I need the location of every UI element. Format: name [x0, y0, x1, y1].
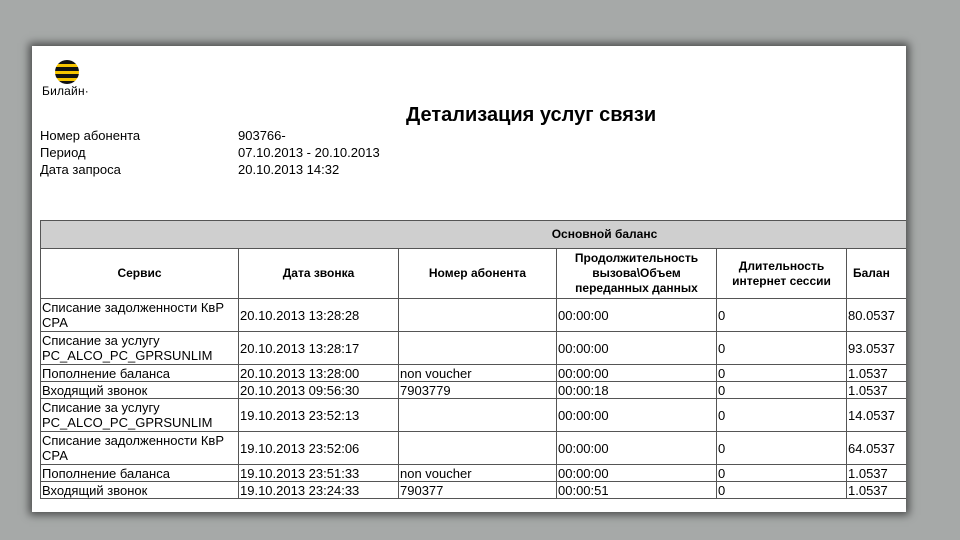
- cell-balance: 64.0537: [847, 432, 907, 465]
- cell-balance: 93.0537: [847, 332, 907, 365]
- cell-balance: 80.0537: [847, 299, 907, 332]
- cell-number: [399, 299, 557, 332]
- cell-date: 19.10.2013 23:52:06: [239, 432, 399, 465]
- meta-row-period: [40, 145, 440, 162]
- logo-text: Билайн·: [42, 84, 89, 98]
- document-page: [32, 46, 906, 512]
- table-row: [41, 465, 907, 482]
- cell-date: 20.10.2013 13:28:17: [239, 332, 399, 365]
- cell-number: non voucher: [399, 365, 557, 382]
- cell-date: 19.10.2013 23:51:33: [239, 465, 399, 482]
- cell-balance: 1.0537: [847, 365, 907, 382]
- column-header: Длительность интернет сессии: [717, 249, 847, 299]
- meta-label: Номер абонента: [40, 128, 141, 143]
- call-details-table: [40, 220, 906, 499]
- cell-session: 0: [717, 465, 847, 482]
- group-header-row: [41, 221, 907, 249]
- table-row: [41, 432, 907, 465]
- cell-service: Списание задолженности КвР СРА: [41, 299, 239, 332]
- meta-value: 903766-: [238, 128, 286, 143]
- meta-row-subscriber: [40, 128, 440, 145]
- cell-balance: 1.0537: [847, 482, 907, 499]
- column-header: Балан: [847, 249, 907, 299]
- cell-number: [399, 399, 557, 432]
- cell-date: 20.10.2013 13:28:00: [239, 365, 399, 382]
- page-title: Детализация услуг связи: [406, 104, 657, 126]
- cell-number: 7903779: [399, 382, 557, 399]
- meta-label: Период: [40, 145, 86, 160]
- beeline-logo: [42, 60, 112, 100]
- cell-service: Входящий звонок: [41, 382, 239, 399]
- column-header: Дата звонка: [239, 249, 399, 299]
- cell-service: Пополнение баланса: [41, 365, 239, 382]
- cell-session: 0: [717, 332, 847, 365]
- column-header: Номер абонента: [399, 249, 557, 299]
- meta-row-request-date: [40, 162, 440, 179]
- column-header: Сервис: [41, 249, 239, 299]
- cell-duration: 00:00:00: [557, 432, 717, 465]
- cell-balance: 1.0537: [847, 465, 907, 482]
- cell-balance: 14.0537: [847, 399, 907, 432]
- cell-number: non voucher: [399, 465, 557, 482]
- cell-duration: 00:00:18: [557, 382, 717, 399]
- table-row: [41, 299, 907, 332]
- request-info: [40, 128, 440, 179]
- column-header: Продолжительность вызова\Объем переданных данных: [557, 249, 717, 299]
- table-row: [41, 365, 907, 382]
- cell-session: 0: [717, 399, 847, 432]
- cell-session: 0: [717, 482, 847, 499]
- cell-date: 19.10.2013 23:24:33: [239, 482, 399, 499]
- cell-number: 790377: [399, 482, 557, 499]
- table-row: [41, 399, 907, 432]
- cell-duration: 00:00:00: [557, 399, 717, 432]
- table-row: [41, 382, 907, 399]
- cell-number: [399, 332, 557, 365]
- cell-session: 0: [717, 365, 847, 382]
- cell-duration: 00:00:51: [557, 482, 717, 499]
- group-header: [41, 221, 907, 249]
- table-row: [41, 332, 907, 365]
- meta-value: 20.10.2013 14:32: [238, 162, 340, 177]
- table-row: [41, 482, 907, 499]
- cell-session: 0: [717, 432, 847, 465]
- cell-session: 0: [717, 299, 847, 332]
- cell-duration: 00:00:00: [557, 365, 717, 382]
- cell-service: Списание задолженности КвР СРА: [41, 432, 239, 465]
- cell-service: Списание за услугу PC_ALCO_PC_GPRSUNLIM: [41, 399, 239, 432]
- cell-service: Списание за услугу PC_ALCO_PC_GPRSUNLIM: [41, 332, 239, 365]
- beeline-stripes-icon: [55, 60, 79, 84]
- group-header-label: Основной баланс: [551, 227, 658, 241]
- cell-service: Входящий звонок: [41, 482, 239, 499]
- cell-date: 19.10.2013 23:52:13: [239, 399, 399, 432]
- cell-duration: 00:00:00: [557, 465, 717, 482]
- cell-duration: 00:00:00: [557, 332, 717, 365]
- meta-label: Дата запроса: [40, 162, 121, 177]
- column-header-row: [41, 249, 907, 299]
- cell-date: 20.10.2013 09:56:30: [239, 382, 399, 399]
- cell-duration: 00:00:00: [557, 299, 717, 332]
- cell-number: [399, 432, 557, 465]
- cell-service: Пополнение баланса: [41, 465, 239, 482]
- cell-session: 0: [717, 382, 847, 399]
- cell-date: 20.10.2013 13:28:28: [239, 299, 399, 332]
- meta-value: 07.10.2013 - 20.10.2013: [238, 145, 380, 160]
- cell-balance: 1.0537: [847, 382, 907, 399]
